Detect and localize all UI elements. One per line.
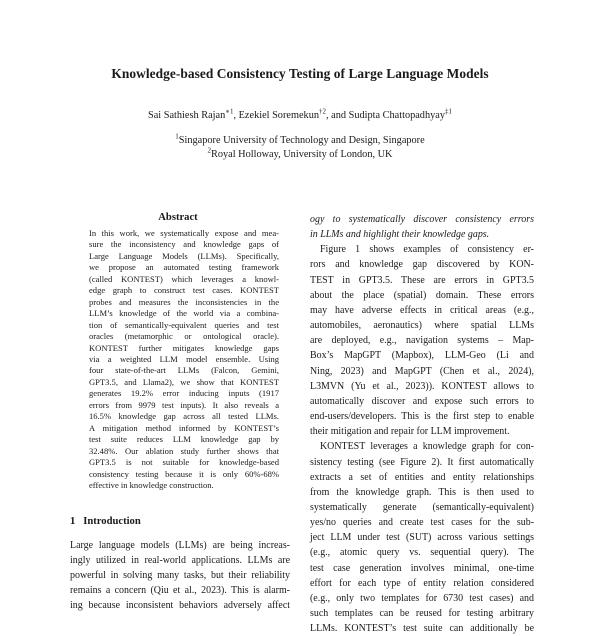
abstract-line: sure the inconsistency and knowledge gaps of — [89, 239, 279, 250]
abstract-line: four state-of-the-art LLMs (Falcon, Gemini, — [89, 365, 279, 376]
affiliation-marker: 1 — [175, 132, 179, 141]
body-line: ingly utilized in real-world applications. LLMs are — [70, 555, 290, 567]
affiliation-marker: 2 — [207, 146, 211, 155]
body-line: from the knowledge graph. This is then used to — [310, 486, 534, 498]
body-line: test case generation involves minimal, one-time — [310, 562, 534, 574]
body-line: Box’s MapGPT (Mapbox), LLM-Geo (Li and — [310, 350, 534, 362]
abstract-line: A mitigation method informed by KONTEST’s — [89, 422, 279, 433]
body-line: remains a concern (Qiu et al., 2023). This is alarm- — [70, 585, 290, 597]
body-line: ject LLM under test (SUT) across various settings — [310, 532, 534, 544]
author-marker: ‡1 — [444, 107, 452, 116]
abstract-line: generates 19.2% error inducing inputs (1917 — [89, 388, 279, 399]
affiliation — [0, 132, 600, 146]
abstract-line: 32.48%. Our ablation study further shows that — [89, 445, 279, 456]
body-line: L3MVN (Yu et al., 2023)). KONTEST allows to — [310, 380, 534, 392]
body-line: ing because inconsistent behaviors adversely affect — [70, 600, 290, 612]
author-name: Sudipta Chattopadhyay — [348, 110, 445, 121]
body-line: in LLMs and highlight their knowledge gaps. — [310, 229, 490, 241]
body-line: Figure 1 shows examples of consistency er- — [320, 244, 534, 256]
body-line: TEST in GPT3.5. These are errors in GPT3.5 — [310, 274, 534, 286]
body-line: such templates can be reused for testing arbitrary — [310, 608, 534, 620]
affiliation — [0, 146, 600, 160]
section-title: Introduction — [83, 516, 141, 527]
abstract-line: tion of semantically-equivalent queries and test — [89, 319, 279, 330]
author-marker: ∗1 — [225, 107, 234, 116]
body-line: KONTEST leverages a knowledge graph for con- — [320, 441, 534, 453]
body-line: extracts a set of entities and entity relationships — [310, 471, 534, 483]
abstract-line: via a weighted LLM model ensemble. Using — [89, 353, 279, 364]
body-line: ogy to systematically discover consistency errors — [310, 214, 534, 225]
body-line: (e.g., atomic query vs. sequential query). The — [310, 547, 534, 559]
abstract-line: 16.5% knowledge gap across all tested LLMs. — [89, 411, 279, 422]
body-line: systematically generate (semantically-equivalent) — [310, 501, 534, 513]
author-separator: , — [233, 110, 239, 121]
abstract-line: effective in knowledge construction. — [89, 479, 214, 490]
abstract-line: we propose an automated testing framework — [89, 262, 279, 273]
abstract-body — [89, 228, 279, 491]
body-line: (e.g., only two templates for 6730 test cases) and — [310, 592, 534, 604]
body-line: sistency testing (see Figure 2). It first automatically — [310, 456, 534, 468]
author-name: Sai Sathiesh Rajan — [148, 110, 226, 121]
body-line: automobiles, aeronautics) where spatial LLMs — [310, 320, 534, 332]
abstract-line: GPT3.5, and Llama2), we show that KONTEST — [89, 376, 279, 387]
right-column — [310, 212, 534, 636]
abstract-line: probes and measures the inconsistencies in the — [89, 296, 279, 307]
abstract-line: oracles (metamorphic or ontological oracle). — [89, 331, 279, 342]
body-line: Large language models (LLMs) are being increas- — [70, 540, 290, 551]
abstract-heading: Abstract — [158, 212, 198, 223]
body-line: LLMs. KONTEST’s test suite can additionally be — [310, 623, 534, 635]
author-separator: , and — [326, 110, 349, 121]
abstract-line: Large Language Models (LLMs). Specifically, — [89, 250, 279, 261]
body-line: rors and knowledge gap discovered by KON- — [310, 259, 534, 271]
abstract-line: consistency testing because it is only 60%-68% — [89, 468, 279, 479]
author-marker: †2 — [319, 107, 326, 116]
body-line: effort for each type of entity relation considered — [310, 577, 534, 589]
body-line: are deployed, e.g., navigation systems – Map- — [310, 335, 534, 347]
body-line: their mitigation and repair for LLM improvement. — [310, 426, 510, 438]
abstract-line: edge graph to construct test cases. KONTEST — [89, 285, 279, 296]
abstract-line: GPT3.5 is not suitable for knowledge-based — [89, 457, 279, 468]
body-line: powerful in solving many tasks, but their reliability — [70, 570, 290, 582]
abstract-line: In this work, we systematically expose and mea- — [89, 228, 279, 238]
abstract-line: errors from 9979 test inputs). It also reveals a — [89, 399, 279, 410]
body-line: may have adverse effects in critical areas (e.g., — [310, 304, 534, 316]
section-number: 1 — [70, 516, 76, 527]
author-list — [0, 107, 600, 121]
abstract-line: (called KONTEST) which leverages a knowl- — [89, 273, 279, 284]
body-line: about the place (spatial) domain. These errors — [310, 289, 534, 301]
paper-title: Knowledge-based Consistency Testing of Large Language Models — [111, 66, 489, 81]
affiliation-text: Royal Holloway, University of London, UK — [210, 149, 393, 160]
author-name: Ezekiel Soremekun — [238, 110, 319, 121]
section-heading — [70, 516, 141, 527]
body-line: yes/no queries and create test cases for the sub- — [310, 517, 534, 529]
abstract-line: test suite reduces LLM knowledge gap by — [89, 434, 279, 445]
body-line: Ning, 2023) and MapGPT (Chen et al., 2024), — [310, 365, 534, 377]
body-line: automatically discover and expose such errors to — [310, 395, 534, 407]
abstract-line: LLM’s knowledge of the world via a combina- — [89, 308, 279, 319]
affiliation-text: Singapore University of Technology and Design, Singapore — [178, 135, 425, 146]
intro-body — [70, 538, 290, 613]
abstract-line: KONTEST further mitigates knowledge gaps — [89, 342, 279, 353]
body-line: end-users/developers. This is the first step to enable — [310, 411, 534, 423]
